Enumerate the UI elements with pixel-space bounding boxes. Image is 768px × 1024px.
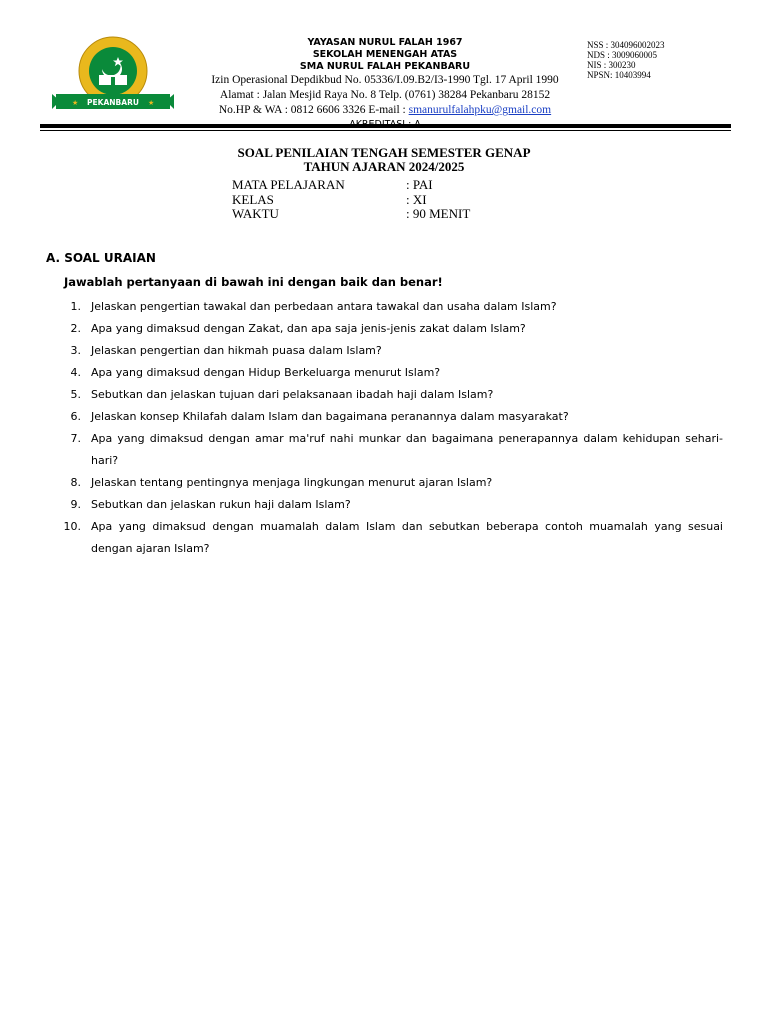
svg-text:★: ★ xyxy=(148,99,155,107)
info-value: : XI xyxy=(406,191,427,207)
question-item xyxy=(48,406,723,428)
info-value: : 90 MENIT xyxy=(406,206,471,221)
letterhead-divider-thin xyxy=(40,130,731,131)
question-item xyxy=(48,384,723,406)
question-item xyxy=(48,472,723,494)
info-label: KELAS xyxy=(232,191,274,207)
section-heading: A. SOAL URAIAN xyxy=(46,251,156,265)
school-codes xyxy=(587,40,665,80)
question-number: 2. xyxy=(70,322,81,335)
info-label: MATA PELAJARAN xyxy=(232,177,345,192)
question-number: 6. xyxy=(70,410,81,423)
question-number: 10. xyxy=(63,520,81,533)
question-text: Apa yang dimaksud dengan muamalah dalam Islam dan sebutkan beberapa contoh muamalah yang sesuai dengan ajaran Islam? xyxy=(91,520,723,555)
exam-title-line2: TAHUN AJARAN 2024/2025 xyxy=(303,159,465,174)
question-number: 1. xyxy=(70,300,81,313)
info-row-subject xyxy=(232,178,470,193)
email-link[interactable]: smanurulfalahpku@gmail.com xyxy=(408,104,552,116)
contact-prefix: No.HP & WA : 0812 6606 3326 E-mail : xyxy=(218,104,409,116)
exam-title-line1: SOAL PENILAIAN TENGAH SEMESTER GENAP xyxy=(237,145,531,160)
info-value: : PAI xyxy=(406,177,433,192)
logo-banner-text: PEKANBARU xyxy=(87,98,139,107)
info-label: WAKTU xyxy=(232,206,279,221)
question-item xyxy=(48,516,723,560)
foundation-name: YAYASAN NURUL FALAH 1967 xyxy=(307,37,463,48)
info-row-time xyxy=(232,207,470,222)
question-number: 3. xyxy=(70,344,81,357)
code-npsn: NPSN: 10403994 xyxy=(587,70,651,80)
school-logo xyxy=(52,33,174,113)
question-number: 8. xyxy=(70,476,81,489)
question-text: Apa yang dimaksud dengan Zakat, dan apa saja jenis-jenis zakat dalam Islam? xyxy=(91,322,526,335)
question-number: 9. xyxy=(70,498,81,511)
question-item xyxy=(48,428,723,472)
question-text: Jelaskan pengertian dan hikmah puasa dalam Islam? xyxy=(91,344,382,357)
question-item xyxy=(48,296,723,318)
school-address: Alamat : Jalan Mesjid Raya No. 8 Telp. (0761) 38284 Pekanbaru 28152 xyxy=(219,89,551,101)
question-number: 4. xyxy=(70,366,81,379)
letterhead xyxy=(185,37,585,131)
contact-line xyxy=(185,103,585,118)
info-row-class xyxy=(232,193,470,208)
question-item xyxy=(48,318,723,340)
exam-title xyxy=(0,146,768,174)
question-item xyxy=(48,494,723,516)
question-text: Jelaskan konsep Khilafah dalam Islam dan bagaimana peranannya dalam masyarakat? xyxy=(91,410,569,423)
code-nds: NDS : 3009060005 xyxy=(587,50,658,60)
letterhead-divider-thick xyxy=(40,124,731,128)
question-text: Jelaskan pengertian tawakal dan perbedaan antara tawakal dan usaha dalam Islam? xyxy=(91,300,557,313)
code-nss: NSS : 304096002023 xyxy=(587,40,665,50)
question-item xyxy=(48,362,723,384)
question-number: 7. xyxy=(70,432,81,445)
question-number: 5. xyxy=(70,388,81,401)
question-text: Sebutkan dan jelaskan rukun haji dalam Islam? xyxy=(91,498,351,511)
code-nis: NIS : 300230 xyxy=(587,60,636,70)
question-text: Apa yang dimaksud dengan Hidup Berkeluarga menurut Islam? xyxy=(91,366,441,379)
question-text: Sebutkan dan jelaskan tujuan dari pelaksanaan ibadah haji dalam Islam? xyxy=(91,388,494,401)
school-name: SMA NURUL FALAH PEKANBARU xyxy=(299,61,471,72)
operational-permit: Izin Operasional Depdikbud No. 05336/I.09.B2/I3-1990 Tgl. 17 April 1990 xyxy=(211,74,559,86)
school-type: SEKOLAH MENENGAH ATAS xyxy=(312,49,458,60)
instruction-text: Jawablah pertanyaan di bawah ini dengan baik dan benar! xyxy=(64,275,443,289)
exam-info xyxy=(232,178,470,222)
question-list xyxy=(48,296,723,560)
question-item xyxy=(48,340,723,362)
svg-text:★: ★ xyxy=(72,99,79,107)
question-text: Apa yang dimaksud dengan amar ma'ruf nahi munkar dan bagaimana penerapannya dalam kehidupan sehari-hari? xyxy=(91,432,723,467)
question-text: Jelaskan tentang pentingnya menjaga lingkungan menurut ajaran Islam? xyxy=(91,476,493,489)
